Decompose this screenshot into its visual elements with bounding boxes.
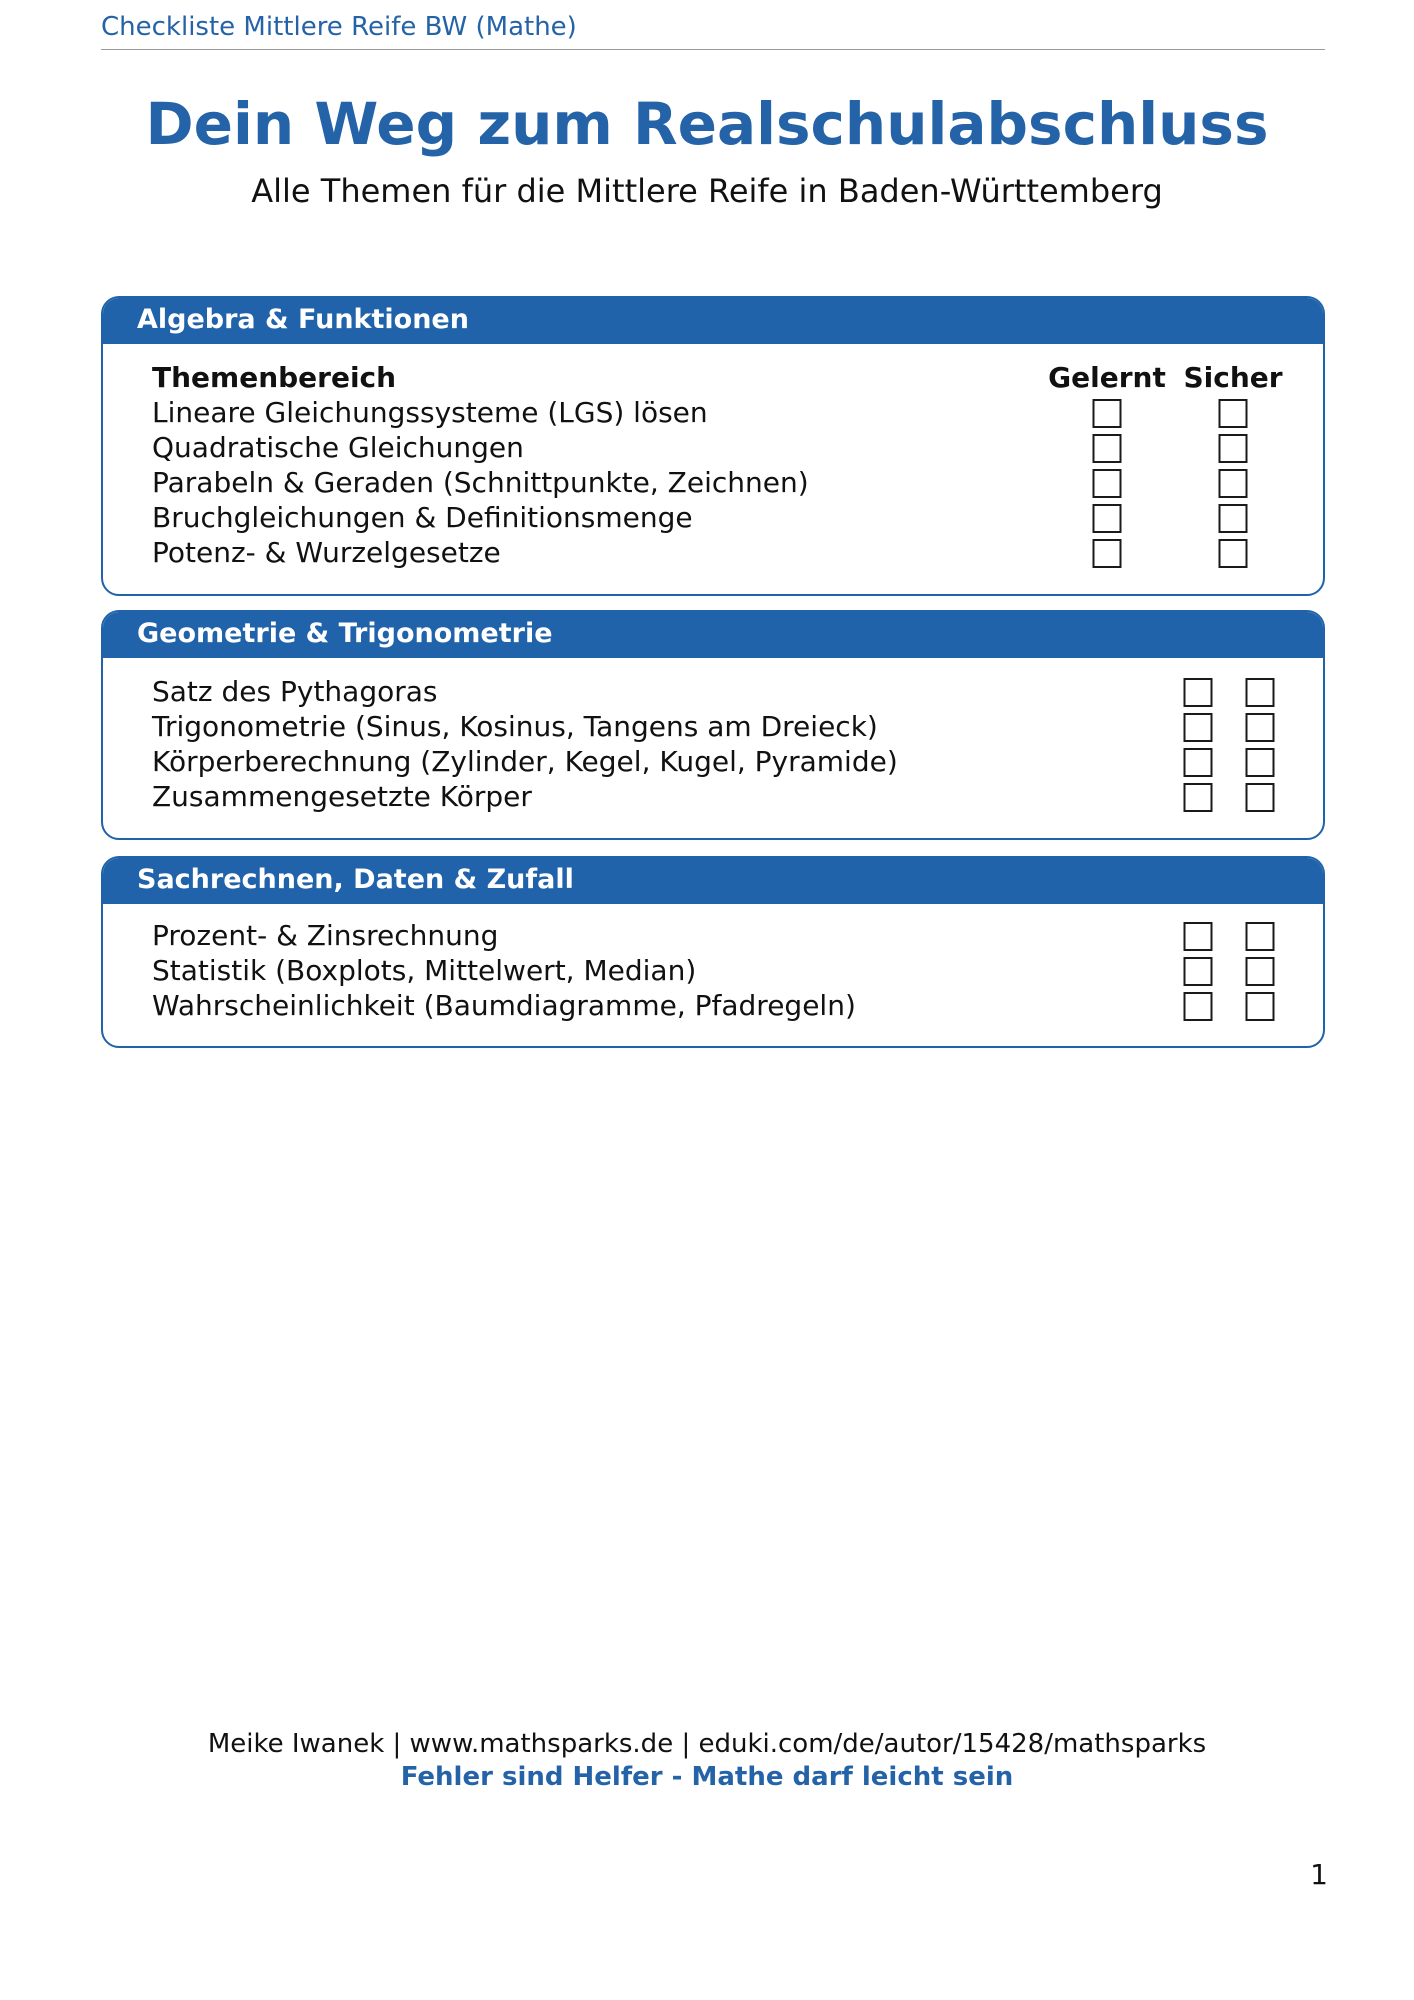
section-title: Algebra & Funktionen [103,298,1323,344]
sure-checkbox[interactable] [1246,992,1275,1021]
learned-checkbox[interactable] [1093,399,1122,428]
learned-checkbox[interactable] [1184,748,1213,777]
topic-label: Statistik (Boxplots, Mittelwert, Median) [152,954,697,987]
topic-label: Parabeln & Geraden (Schnittpunkte, Zeichnen) [152,466,809,499]
sure-checkbox[interactable] [1219,399,1248,428]
table-header-row [103,360,1323,395]
checklist-row [103,395,1323,430]
column-header-sure: Sicher [1183,361,1283,394]
checklist-row [103,709,1323,744]
page-subtitle: Alle Themen für die Mittlere Reife in Baden-Württemberg [251,172,1163,210]
sure-checkbox[interactable] [1219,434,1248,463]
topic-label: Bruchgleichungen & Definitionsmenge [152,501,693,534]
topic-label: Trigonometrie (Sinus, Kosinus, Tangens am Dreieck) [152,710,878,743]
page-title: Dein Weg zum Realschulabschluss [145,90,1269,158]
sure-checkbox[interactable] [1219,469,1248,498]
topic-label: Prozent- & Zinsrechnung [152,919,499,952]
topic-label: Potenz- & Wurzelgesetze [152,536,501,569]
learned-checkbox[interactable] [1093,434,1122,463]
sure-checkbox[interactable] [1246,748,1275,777]
topic-label: Wahrscheinlichkeit (Baumdiagramme, Pfadregeln) [152,989,856,1022]
footer-slogan: Fehler sind Helfer - Mathe darf leicht sein [400,1762,1014,1792]
checklist-row [103,779,1323,814]
checklist-row [103,430,1323,465]
learned-checkbox[interactable] [1184,957,1213,986]
sure-checkbox[interactable] [1246,957,1275,986]
checklist-row [103,988,1323,1023]
learned-checkbox[interactable] [1184,678,1213,707]
topic-label: Körperberechnung (Zylinder, Kegel, Kugel, Pyramide) [152,745,898,778]
section-algebra [101,296,1325,596]
sure-checkbox[interactable] [1246,922,1275,951]
topic-label: Satz des Pythagoras [152,675,438,708]
checklist-row [103,535,1323,570]
topic-label: Quadratische Gleichungen [152,431,524,464]
column-header-topic: Themenbereich [152,361,397,394]
section-applied-math [101,856,1325,1048]
learned-checkbox[interactable] [1184,713,1213,742]
checklist-row [103,918,1323,953]
checklist-row [103,465,1323,500]
learned-checkbox[interactable] [1184,922,1213,951]
checklist-row [103,744,1323,779]
learned-checkbox[interactable] [1184,783,1213,812]
column-header-learned: Gelernt [1048,361,1166,394]
section-title: Geometrie & Trigonometrie [103,612,1323,658]
checklist-row [103,500,1323,535]
section-geometry [101,610,1325,840]
footer-credits: Meike Iwanek | www.mathsparks.de | eduki.com/de/autor/15428/mathsparks [207,1729,1207,1759]
learned-checkbox[interactable] [1184,992,1213,1021]
topic-label: Zusammengesetzte Körper [152,780,532,813]
section-title: Sachrechnen, Daten & Zufall [103,858,1323,904]
page-number: 1 [1310,1858,1328,1891]
checklist-row [103,674,1323,709]
sure-checkbox[interactable] [1219,504,1248,533]
checklist-row [103,953,1323,988]
learned-checkbox[interactable] [1093,539,1122,568]
topic-label: Lineare Gleichungssysteme (LGS) lösen [152,396,708,429]
learned-checkbox[interactable] [1093,504,1122,533]
sure-checkbox[interactable] [1219,539,1248,568]
sure-checkbox[interactable] [1246,678,1275,707]
running-head: Checkliste Mittlere Reife BW (Mathe) [101,10,1325,50]
sure-checkbox[interactable] [1246,783,1275,812]
sure-checkbox[interactable] [1246,713,1275,742]
learned-checkbox[interactable] [1093,469,1122,498]
